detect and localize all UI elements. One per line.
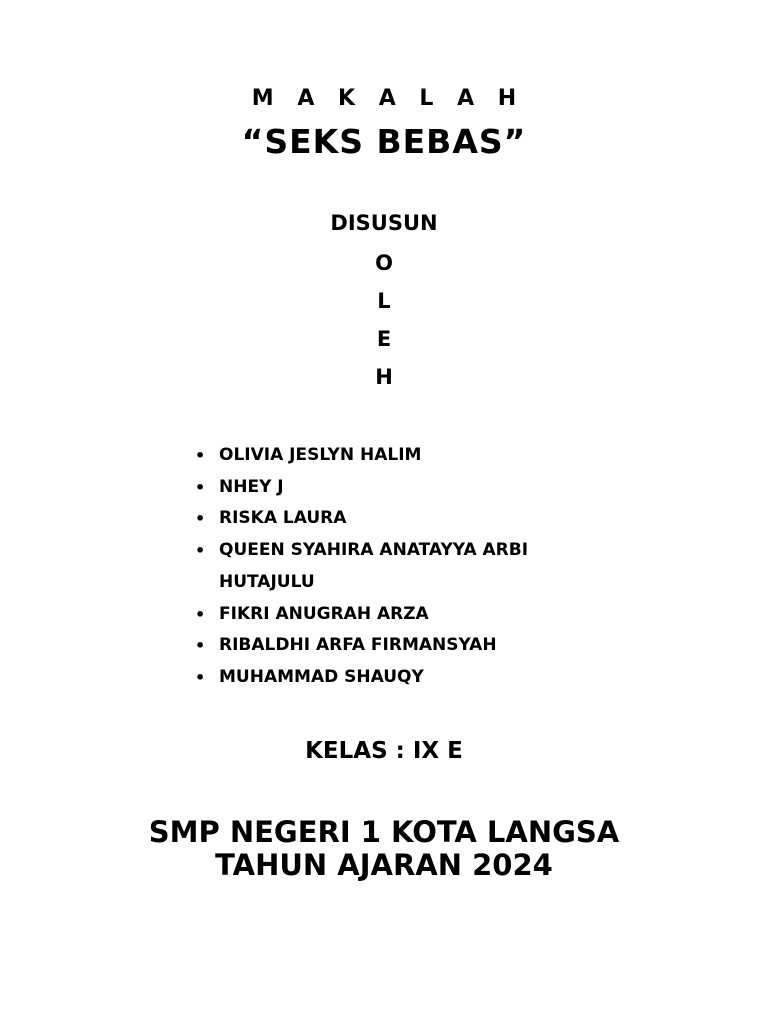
academic-year: TAHUN AJARAN 2024 xyxy=(215,848,553,882)
list-item xyxy=(195,630,619,662)
prepared-by-label: DISUSUN xyxy=(330,211,438,235)
list-item xyxy=(195,440,619,472)
bullet-icon: • xyxy=(195,541,206,561)
member-name: OLIVIA JESLYN HALIM xyxy=(219,445,422,465)
member-name: RIBALDHI ARFA FIRMANSYAH xyxy=(219,635,497,656)
member-name: MUHAMMAD SHAUQY xyxy=(219,666,424,687)
by-letter: L xyxy=(377,289,391,313)
member-list xyxy=(195,440,619,694)
by-letter: H xyxy=(375,365,393,389)
class-line: KELAS : IX E xyxy=(305,738,463,764)
bullet-icon: • xyxy=(195,604,206,624)
bullet-icon: • xyxy=(195,509,206,529)
bullet-icon: • xyxy=(195,446,206,465)
bullet-icon: • xyxy=(195,636,206,656)
member-name: RISKA LAURA xyxy=(219,508,347,529)
list-item xyxy=(195,503,619,535)
list-item xyxy=(195,662,619,694)
member-name: QUEEN SYAHIRA ANATAYYA ARBI HUTAJULU xyxy=(219,540,529,592)
list-item xyxy=(195,599,619,631)
list-item xyxy=(195,535,619,598)
by-letter: O xyxy=(375,251,393,275)
member-name: FIKRI ANUGRAH ARZA xyxy=(219,603,429,624)
document-heading: M A K A L A H xyxy=(251,86,525,111)
by-letter: E xyxy=(376,327,392,351)
bullet-icon: • xyxy=(195,667,206,687)
list-item xyxy=(195,472,619,504)
bullet-icon: • xyxy=(195,477,206,497)
school-block xyxy=(0,816,768,882)
document-title: “SEKS BEBAS” xyxy=(241,122,527,161)
school-name: SMP NEGERI 1 KOTA LANGSA xyxy=(148,815,620,849)
member-name: NHEY J xyxy=(219,476,284,497)
